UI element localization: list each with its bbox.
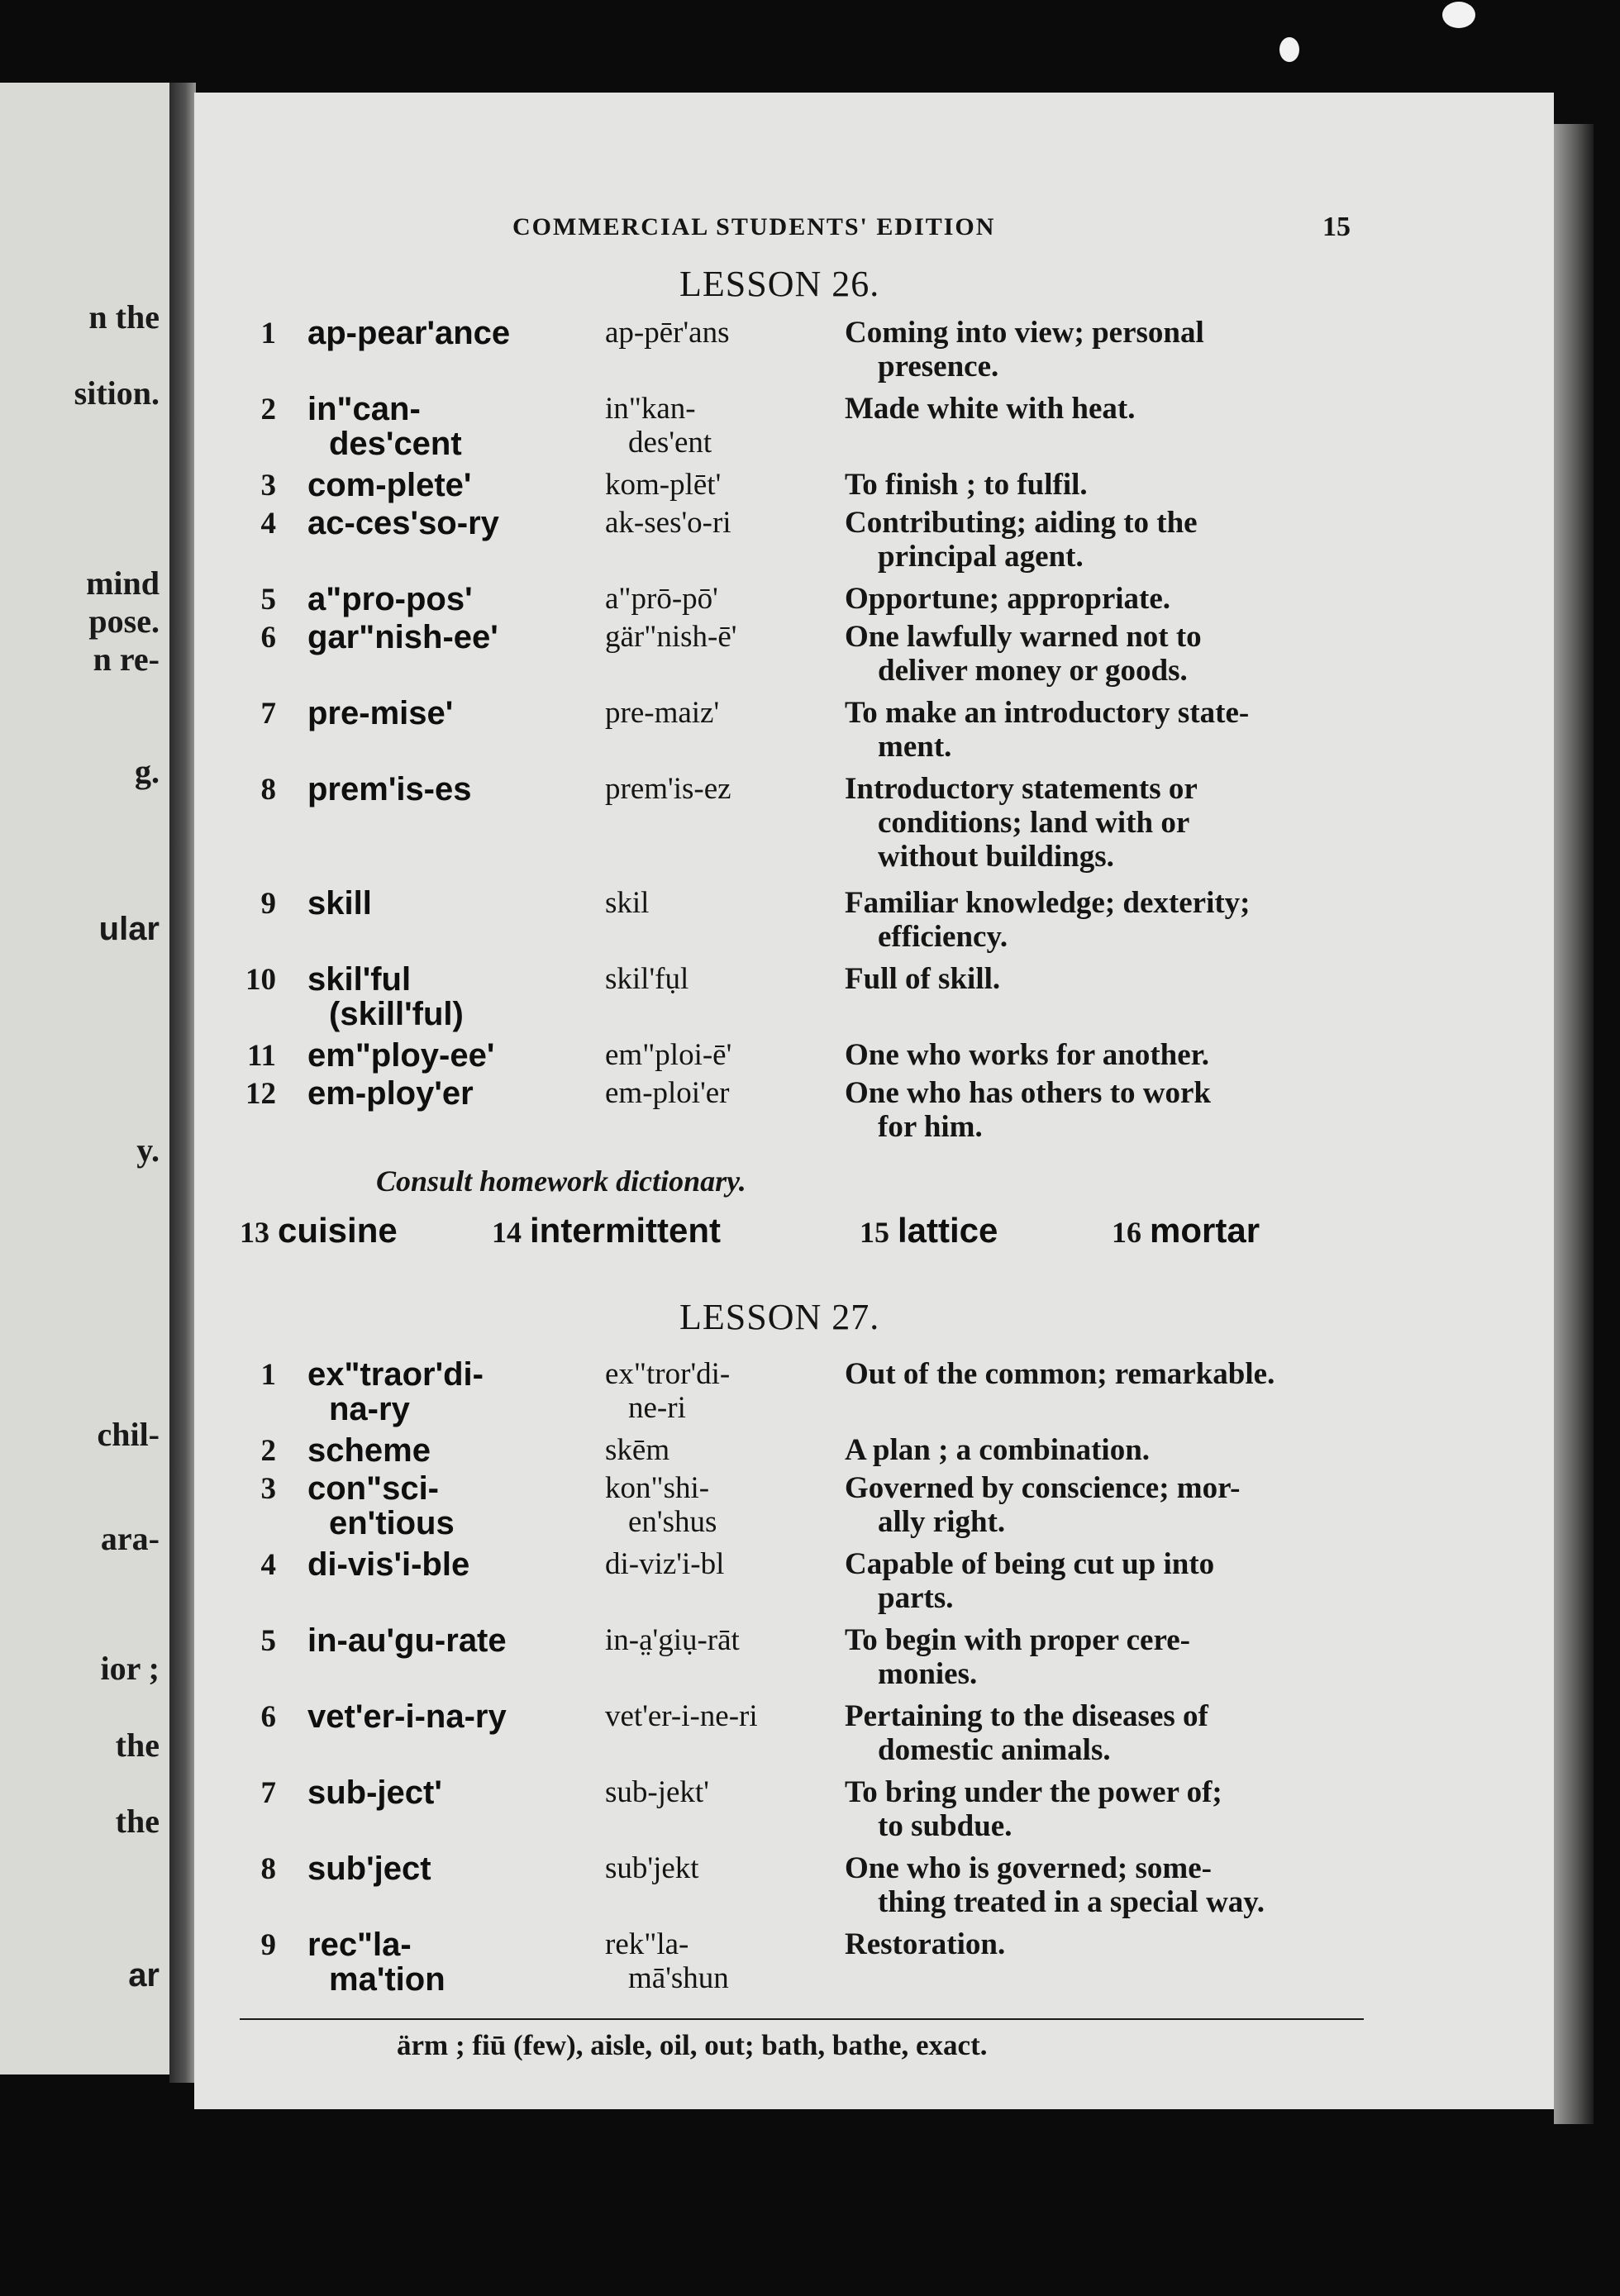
definition-line: Familiar knowledge; dexterity; <box>845 886 1251 920</box>
headword-line: ac-ces'so-ry <box>307 505 499 541</box>
pronunciation <box>605 506 853 540</box>
definition <box>845 1623 1359 1691</box>
headword <box>307 316 605 350</box>
headword <box>307 1547 605 1582</box>
pronunciation <box>605 392 853 460</box>
entry-number: 3 <box>260 469 276 503</box>
facing-page-text: ior ; <box>100 1650 160 1687</box>
pronunciation <box>605 1927 853 1995</box>
pronunciation <box>605 620 853 654</box>
facing-page-text: mind <box>86 564 160 602</box>
definition-line: parts. <box>878 1581 954 1615</box>
definition-line: ment. <box>878 730 952 764</box>
headword <box>307 1076 605 1111</box>
definition-line: One lawfully warned not to <box>845 620 1202 654</box>
lesson-26-title: LESSON 26. <box>679 264 880 304</box>
pronunciation <box>605 696 853 730</box>
headword <box>307 1038 605 1073</box>
film-speck <box>1279 37 1299 62</box>
pronunciation-line: ak-ses'o-ri <box>605 506 731 540</box>
headword-line: sub-ject' <box>307 1774 442 1811</box>
definition <box>845 1547 1359 1615</box>
headword-line: na-ry <box>329 1391 410 1427</box>
definition-line: Capable of being cut up into <box>845 1547 1215 1581</box>
pronunciation-line: in"kan- <box>605 392 696 426</box>
definition-line: Opportune; appropriate. <box>845 582 1171 616</box>
headword <box>307 468 605 503</box>
definition-line: presence. <box>878 350 999 383</box>
pronunciation <box>605 1433 853 1467</box>
definition-line: One who is governed; some- <box>845 1851 1212 1885</box>
pronunciation <box>605 1471 853 1539</box>
headword <box>307 1699 605 1734</box>
pronunciation-line: em"ploi-ē' <box>605 1038 732 1072</box>
pronunciation-line: gär"nish-ē' <box>605 620 737 654</box>
entry-number: 8 <box>260 1852 276 1886</box>
definition <box>845 772 1359 874</box>
definition <box>845 1851 1359 1919</box>
definition-line: One who works for another. <box>845 1038 1209 1072</box>
definition-line: Contributing; aiding to the <box>845 506 1198 540</box>
definition <box>845 696 1359 764</box>
pronunciation <box>605 316 853 350</box>
definition-line: to subdue. <box>878 1809 1012 1843</box>
headword <box>307 1357 605 1427</box>
headword-line: prem'is-es <box>307 771 472 807</box>
definition <box>845 1775 1359 1843</box>
headword <box>307 506 605 541</box>
definition-line: ally right. <box>878 1505 1006 1539</box>
headword <box>307 1623 605 1658</box>
definition <box>845 1357 1359 1391</box>
entry-number: 7 <box>260 697 276 731</box>
headword <box>307 1775 605 1810</box>
entry-number: 3 <box>260 1472 276 1506</box>
facing-page-text: pose. <box>88 603 160 640</box>
definition-line: without buildings. <box>878 840 1114 874</box>
definition <box>845 1038 1359 1072</box>
headword <box>307 962 605 1031</box>
entry-number: 1 <box>260 317 276 350</box>
running-title: COMMERCIAL STUDENTS' EDITION <box>512 213 996 241</box>
pronunciation <box>605 1623 853 1657</box>
entry-number: 9 <box>260 887 276 921</box>
footer-rule <box>240 2018 1364 2020</box>
headword-line: skill <box>307 885 372 922</box>
definition-line: monies. <box>878 1657 978 1691</box>
definition-line: Coming into view; personal <box>845 316 1204 350</box>
headword-line: ex"traor'di- <box>307 1356 484 1393</box>
facing-page-edge <box>0 83 169 2074</box>
headword <box>307 620 605 655</box>
headword <box>307 392 605 461</box>
definition <box>845 392 1359 426</box>
definition <box>845 620 1359 688</box>
pronunciation-line: em-ploi'er <box>605 1076 730 1110</box>
definition <box>845 1471 1359 1539</box>
definition <box>845 886 1359 954</box>
definition-line: deliver money or goods. <box>878 654 1188 688</box>
facing-page-text: ular <box>98 911 160 947</box>
definition-line: for him. <box>878 1110 983 1144</box>
definition-line: To finish ; to fulfil. <box>845 468 1088 502</box>
facing-page-text: ar <box>128 1957 160 1994</box>
facing-page-text: n the <box>88 298 160 336</box>
pronunciation <box>605 1547 853 1581</box>
headword-line: di-vis'i-ble <box>307 1546 470 1583</box>
entry-number: 2 <box>260 1434 276 1468</box>
entry-number: 4 <box>260 1548 276 1582</box>
facing-page-text: y. <box>136 1131 160 1169</box>
headword-line: in"can- <box>307 391 421 427</box>
pronunciation-line: prem'is-ez <box>605 772 731 806</box>
page-number: 15 <box>1322 212 1351 242</box>
headword-line: des'cent <box>329 426 462 462</box>
definition-line: conditions; land with or <box>878 806 1190 840</box>
entry-number: 9 <box>260 1928 276 1962</box>
headword-line: in-au'gu-rate <box>307 1622 507 1659</box>
pronunciation-line: skil'fụl <box>605 962 689 996</box>
pronunciation <box>605 1357 853 1425</box>
headword-line: skil'ful <box>307 961 412 998</box>
pronunciation <box>605 582 853 616</box>
headword-line: sub'ject <box>307 1851 431 1887</box>
pronunciation <box>605 772 853 806</box>
definition-line: Governed by conscience; mor- <box>845 1471 1241 1505</box>
facing-page-text: sition. <box>74 374 160 412</box>
entry-number: 5 <box>260 583 276 617</box>
definition-line: To begin with proper cere- <box>845 1623 1190 1657</box>
extra-word: 13 cuisine <box>240 1211 398 1250</box>
extra-word: 16 mortar <box>1112 1211 1260 1250</box>
book-gutter <box>169 83 196 2083</box>
pronunciation-line: skil <box>605 886 650 920</box>
headword <box>307 1471 605 1541</box>
extra-word: 14 intermittent <box>492 1211 721 1250</box>
headword-line: gar"nish-ee' <box>307 619 498 655</box>
facing-page-text: n re- <box>93 641 160 678</box>
pronunciation-line: a"prō-pō' <box>605 582 718 616</box>
definition-line: Made white with heat. <box>845 392 1136 426</box>
definition <box>845 468 1359 502</box>
headword-line: rec"la- <box>307 1927 412 1963</box>
headword-line: pre-mise' <box>307 695 454 731</box>
extra-word: 15 lattice <box>860 1211 998 1250</box>
headword-line: scheme <box>307 1432 431 1469</box>
entry-number: 8 <box>260 773 276 807</box>
definition-line: To make an introductory state- <box>845 696 1250 730</box>
pronunciation-line: sub-jekt' <box>605 1775 709 1809</box>
headword-line: em"ploy-ee' <box>307 1037 495 1074</box>
facing-page-text: chil- <box>97 1416 160 1453</box>
film-speck <box>1442 2 1475 28</box>
definition-line: One who has others to work <box>845 1076 1211 1110</box>
entry-number: 6 <box>260 1700 276 1734</box>
definition-line: To bring under the power of; <box>845 1775 1222 1809</box>
definition-line: Introductory statements or <box>845 772 1198 806</box>
headword <box>307 886 605 921</box>
definition-line: A plan ; a combination. <box>845 1433 1151 1467</box>
headword-line: en'tious <box>329 1505 455 1541</box>
headword <box>307 1433 605 1468</box>
pronunciation-line: skēm <box>605 1433 670 1467</box>
headword-line: ap-pear'ance <box>307 315 511 351</box>
pronunciation-line: kom-plēt' <box>605 468 722 502</box>
entry-number: 12 <box>245 1077 276 1111</box>
definition <box>845 1699 1359 1767</box>
pronunciation <box>605 1076 853 1110</box>
pronunciation-line: pre-maiz' <box>605 696 720 730</box>
definition-line: domestic animals. <box>878 1733 1111 1767</box>
headword <box>307 1851 605 1886</box>
page-edge-shadow <box>1554 124 1594 2124</box>
facing-page-text: ara- <box>100 1520 160 1557</box>
pronunciation-line: in-a̤'giụ-rāt <box>605 1623 740 1657</box>
definition <box>845 1433 1359 1467</box>
headword <box>307 772 605 807</box>
pronunciation-line: rek"la- <box>605 1927 689 1961</box>
facing-page-text: g. <box>135 753 160 790</box>
pronunciation <box>605 1851 853 1885</box>
headword <box>307 696 605 731</box>
pronunciation-line: kon"shi- <box>605 1471 710 1505</box>
entry-number: 7 <box>260 1776 276 1810</box>
headword-line: ma'tion <box>329 1961 446 1998</box>
pronunciation <box>605 1699 853 1733</box>
extra-words-row <box>240 1211 1364 1260</box>
pronunciation-key: ärm ; fiū (few), aisle, oil, out; bath, bathe, exact. <box>397 2029 988 2061</box>
headword-line: vet'er-i-na-ry <box>307 1698 507 1735</box>
headword-line: (skill'ful) <box>329 996 464 1032</box>
headword-line: con"sci- <box>307 1470 440 1507</box>
pronunciation <box>605 1775 853 1809</box>
pronunciation <box>605 962 853 996</box>
entry-number: 10 <box>245 963 276 997</box>
definition-line: thing treated in a special way. <box>878 1885 1265 1919</box>
definition <box>845 1076 1359 1144</box>
headword-line: em-ploy'er <box>307 1075 474 1112</box>
definition-line: Pertaining to the diseases of <box>845 1699 1208 1733</box>
definition-line: efficiency. <box>878 920 1008 954</box>
headword-line: a"pro-pos' <box>307 581 473 617</box>
pronunciation-line: des'ent <box>628 426 712 460</box>
definition <box>845 962 1359 996</box>
definition-line: Full of skill. <box>845 962 1001 996</box>
pronunciation-line: sub'jekt <box>605 1851 699 1885</box>
facing-page-text: the <box>115 1727 160 1764</box>
entry-number: 5 <box>260 1624 276 1658</box>
definition <box>845 582 1359 616</box>
entry-number: 2 <box>260 393 276 426</box>
pronunciation <box>605 1038 853 1072</box>
definition <box>845 506 1359 574</box>
definition-line: principal agent. <box>878 540 1084 574</box>
pronunciation-line: di-viz'i-bl <box>605 1547 725 1581</box>
headword-line: com-plete' <box>307 467 472 503</box>
definition <box>845 316 1359 383</box>
definition-line: Out of the common; remarkable. <box>845 1357 1275 1391</box>
pronunciation <box>605 886 853 920</box>
entry-number: 11 <box>247 1039 276 1073</box>
lesson-27-title: LESSON 27. <box>679 1297 880 1337</box>
headword <box>307 582 605 617</box>
headword <box>307 1927 605 1997</box>
pronunciation-line: ap-pēr'ans <box>605 316 730 350</box>
pronunciation-line: ex"tror'di- <box>605 1357 731 1391</box>
entry-number: 4 <box>260 507 276 541</box>
pronunciation-line: en'shus <box>628 1505 717 1539</box>
pronunciation-line: ne-ri <box>628 1391 686 1425</box>
entry-number: 6 <box>260 621 276 655</box>
pronunciation <box>605 468 853 502</box>
facing-page-text: the <box>115 1803 160 1840</box>
definition-line: Restoration. <box>845 1927 1006 1961</box>
pronunciation-line: vet'er-i-ne-ri <box>605 1699 758 1733</box>
pronunciation-line: mā'shun <box>628 1961 729 1995</box>
entry-number: 1 <box>260 1358 276 1392</box>
consult-note: Consult homework dictionary. <box>376 1165 746 1198</box>
definition <box>845 1927 1359 1961</box>
